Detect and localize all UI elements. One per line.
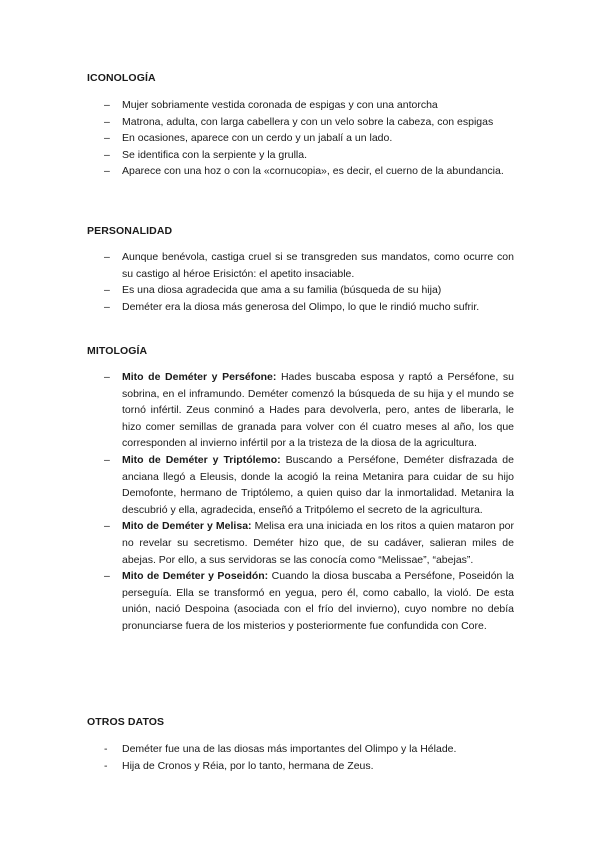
heading-iconologia: ICONOLOGÍA [87, 72, 156, 84]
myth-text: Melisa era una iniciada en los ritos a quien mataron por no revelar su secretismo. Deméter hizo que, de su cadáver, salieran miles de abejas. Por ello, a sus servidoras se las conocía como “Melissae”, “abejas”. [122, 520, 514, 566]
list-item [0, 130, 600, 147]
bullet-dash: – [104, 371, 110, 383]
bullet-dash: – [104, 453, 110, 466]
list-item [0, 518, 600, 568]
list-item-text [122, 568, 514, 634]
list-item [0, 97, 600, 114]
list-item-text: Deméter era la diosa más generosa del Olimpo, lo que le rindió mucho sufrir. [122, 300, 480, 313]
myth-text: Cuando la diosa buscaba a Perséfone, Poseidón la perseguía. Ella se transformó en yegua, pero él, como caballo, la violó. De esta unión, nació Despoina (asociada con el frío del invierno), cuyo nombre no debía pronunciarse fuera de los misterios y posteriormente fue confundida con Core. [122, 570, 515, 632]
list-item [0, 147, 600, 164]
bullet-dash: – [104, 165, 110, 178]
myth-title: Mito de Deméter y Poseidón: [122, 570, 269, 583]
list-item [0, 299, 600, 316]
list-item-text: Matrona, adulta, con larga cabellera y con un velo sobre la cabeza, con espigas [122, 115, 494, 128]
bullet-dash: – [104, 132, 110, 145]
list-item-text: Aparece con una hoz o con la «cornucopia», es decir, el cuerno de la abundancia. [122, 165, 504, 178]
list-item-text: Es una diosa agradecida que ama a su familia (búsqueda de su hija) [122, 284, 442, 297]
myth-text: Buscando a Perséfone, Deméter disfrazada de anciana llegó a Eleusis, donde la acogió la reina Metanira para cuidar de su hijo Demofonte, hermano de Triptólemo, a quien quiso dar la inmortalidad. Metanira la descubrió y ella, agradecida, enseñó a Tritpólemo el secreto de la agricultura. [122, 453, 514, 516]
bullet-dash: – [104, 520, 110, 533]
iconologia-list [0, 97, 600, 180]
heading-mitologia: MITOLOGÍA [87, 345, 148, 357]
list-item-text [122, 369, 514, 452]
list-item-text: En ocasiones, aparece con un cerdo y un jabalí a un lado. [122, 132, 393, 145]
list-item [0, 758, 600, 775]
list-item-text: Hija de Cronos y Réia, por lo tanto, hermana de Zeus. [122, 759, 374, 772]
otros-datos-list [0, 741, 600, 774]
myth-text: Hades buscaba esposa y raptó a Perséfone, su sobrina, en el inframundo. Deméter comenzó la búsqueda de su hija y el mundo se tornó infértil. Zeus conminó a Hades para devolverla, pero, antes de liberarla, le hizo comer semillas de granada para volver con él cuatro meses al año, los que corresponden al invierno infértil por a la tristeza de la diosa de la agricultura. [122, 371, 514, 450]
bullet-dash: – [104, 570, 110, 583]
list-item-text: Mujer sobriamente vestida coronada de espigas y con una antorcha [122, 99, 438, 111]
heading-otros-datos: OTROS DATOS [87, 716, 165, 728]
bullet-dash: – [104, 284, 110, 297]
list-item [0, 568, 600, 634]
bullet-dash: – [104, 148, 110, 161]
list-item-text: Aunque benévola, castiga cruel si se transgreden sus mandatos, como ocurre con su castigo al héroe Erisictón: el apetito insaciable. [122, 251, 514, 280]
list-item [0, 741, 600, 758]
list-item [0, 249, 600, 282]
list-item-text: Se identifica con la serpiente y la grulla. [122, 148, 308, 161]
personalidad-list [0, 249, 600, 315]
mitologia-list [0, 369, 600, 635]
bullet-dash: - [104, 759, 108, 772]
heading-personalidad: PERSONALIDAD [87, 225, 173, 237]
list-item [0, 369, 600, 452]
bullet-dash: – [104, 251, 110, 263]
list-item [0, 452, 600, 518]
list-item [0, 282, 600, 299]
list-item-text [122, 452, 514, 518]
myth-title: Mito de Deméter y Triptólemo: [122, 453, 281, 466]
list-item [0, 114, 600, 131]
bullet-dash: – [104, 99, 110, 111]
list-item [0, 163, 600, 180]
bullet-dash: – [104, 300, 110, 313]
myth-title: Mito de Deméter y Melisa: [122, 520, 252, 533]
list-item-text [122, 518, 514, 568]
bullet-dash: - [104, 743, 108, 755]
bullet-dash: – [104, 115, 110, 128]
list-item-text: Deméter fue una de las diosas más importantes del Olimpo y la Hélade. [122, 743, 457, 755]
myth-title: Mito de Deméter y Perséfone: [122, 371, 277, 383]
